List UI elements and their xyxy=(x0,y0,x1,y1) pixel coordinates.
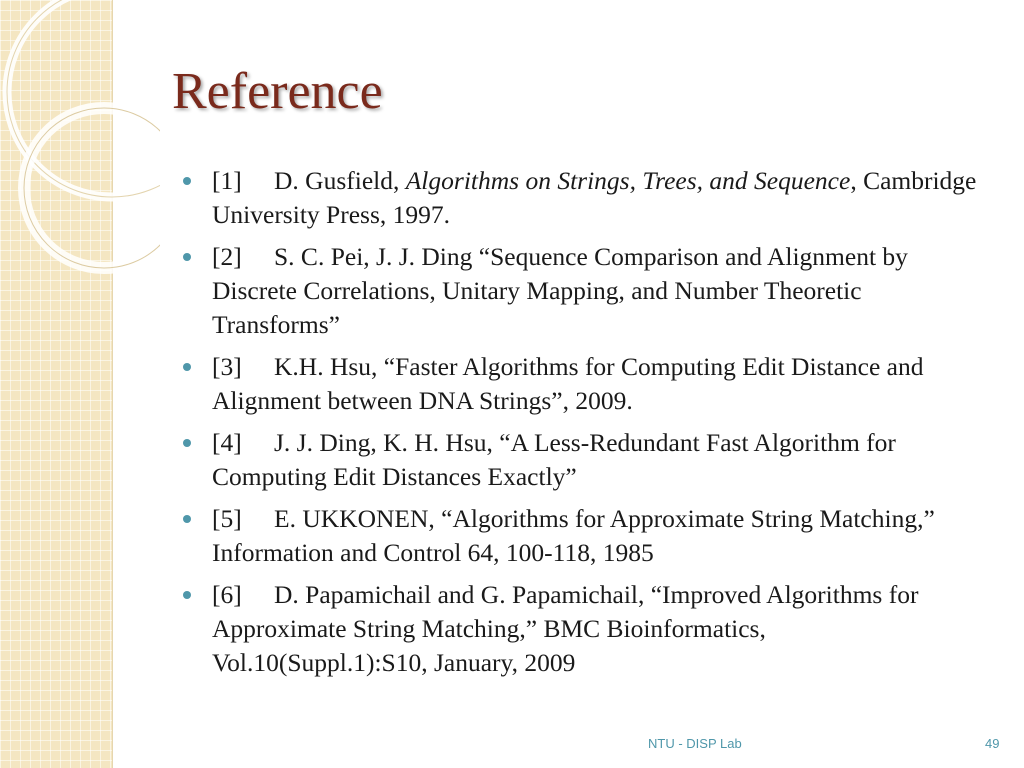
bullet-icon xyxy=(183,253,191,261)
reference-item-3 xyxy=(182,350,982,418)
footer-lab-name: NTU - DISP Lab xyxy=(648,736,742,751)
bullet-icon xyxy=(183,177,191,185)
reference-text: E. UKKONEN, “Algorithms for Approximate String Matching,” Information and Control 64, 100-118, 1985 xyxy=(212,504,935,567)
slide-title: Reference xyxy=(172,63,383,120)
reference-item-2 xyxy=(182,240,982,342)
reference-text: D. Papamichail and G. Papamichail, “Improved Algorithms for Approximate String Matching,” BMC Bioinformatics, Vol.10(Suppl.1):S10, January, 2009 xyxy=(212,580,919,677)
decorative-circles xyxy=(0,0,160,300)
reference-number: [2] xyxy=(212,242,242,271)
decorative-circle-small xyxy=(24,108,160,268)
reference-number: [4] xyxy=(212,428,242,457)
reference-item-6 xyxy=(182,578,982,680)
reference-text: K.H. Hsu, “Faster Algorithms for Computing Edit Distance and Alignment between DNA Strings”, 2009. xyxy=(212,352,924,415)
reference-book-title: Algorithms on Strings, Trees, and Sequence xyxy=(405,166,851,195)
reference-item-4 xyxy=(182,426,982,494)
reference-text: S. C. Pei, J. J. Ding “Sequence Comparison and Alignment by Discrete Correlations, Unitary Mapping, and Number Theoretic Transforms” xyxy=(212,242,908,339)
reference-number: [3] xyxy=(212,352,242,381)
reference-list xyxy=(182,164,982,688)
reference-number: [6] xyxy=(212,580,242,609)
bullet-icon xyxy=(183,363,191,371)
reference-publisher: , Cambridge University Press, 1997. xyxy=(212,166,977,229)
reference-number: [1] xyxy=(212,166,242,195)
reference-item-5 xyxy=(182,502,982,570)
bullet-icon xyxy=(183,439,191,447)
reference-item-1 xyxy=(182,164,982,232)
bullet-icon xyxy=(183,591,191,599)
reference-text: J. J. Ding, K. H. Hsu, “A Less-Redundant Fast Algorithm for Computing Edit Distances Exactly” xyxy=(212,428,896,491)
page-number: 49 xyxy=(985,736,1000,751)
reference-number: [5] xyxy=(212,504,242,533)
bullet-icon xyxy=(183,515,191,523)
reference-authors: D. Gusfield, xyxy=(274,166,406,195)
